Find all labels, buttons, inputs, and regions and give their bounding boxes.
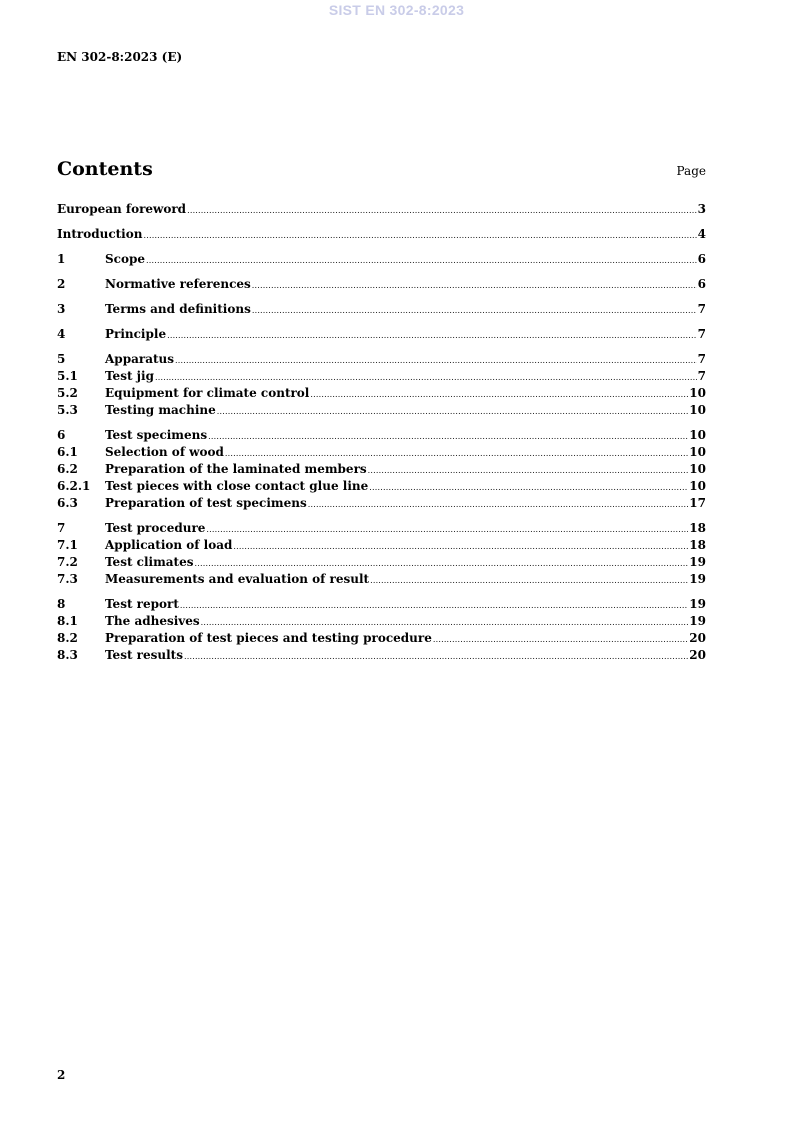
- document-id: EN 302-8:2023 (E): [57, 50, 183, 64]
- toc-entry-page: 19: [689, 614, 706, 628]
- toc-entry-number: 6.2: [57, 462, 78, 476]
- toc-entry-page: 19: [689, 572, 706, 586]
- toc-leader-dots: [369, 479, 688, 496]
- toc-entry-title: European foreword: [57, 202, 187, 216]
- toc-entry-6-2[interactable]: [57, 461, 706, 478]
- toc-entry-7-1[interactable]: [57, 537, 706, 554]
- toc-entry-title: Selection of wood: [105, 445, 224, 459]
- toc-entry-european-foreword[interactable]: [57, 201, 706, 218]
- toc-leader-dots: [167, 327, 697, 344]
- toc-entry-page: 7: [697, 302, 706, 316]
- toc-leader-dots: [184, 648, 688, 665]
- toc-entry-page: 3: [697, 202, 706, 216]
- toc-entry-title: Test climates: [105, 555, 194, 569]
- contents-heading: Contents: [57, 158, 153, 180]
- toc-entry-title: Measurements and evaluation of result: [105, 572, 370, 586]
- toc-entry-title: Application of load: [105, 538, 233, 552]
- toc-entry-number: 6: [57, 428, 66, 442]
- toc-entry-page: 10: [689, 428, 706, 442]
- toc-entry-title: Test specimens: [105, 428, 208, 442]
- page-number: 2: [57, 1068, 66, 1082]
- toc-entry-8-3[interactable]: [57, 647, 706, 664]
- toc-entry-title: Principle: [105, 327, 167, 341]
- toc-leader-dots: [233, 538, 688, 555]
- toc-entry-title: Test procedure: [105, 521, 206, 535]
- toc-entry-number: 5.1: [57, 369, 78, 383]
- toc-entry-number: 5: [57, 352, 66, 366]
- toc-entry-introduction[interactable]: [57, 226, 706, 243]
- toc-entry-page: 20: [689, 648, 706, 662]
- toc-entry-page: 7: [697, 352, 706, 366]
- toc-leader-dots: [217, 403, 689, 420]
- toc-entry-number: 5.3: [57, 403, 78, 417]
- toc-entry-number: 6.1: [57, 445, 78, 459]
- toc-entry-number: 3: [57, 302, 66, 316]
- toc-entry-3[interactable]: [57, 301, 706, 318]
- page-column-label: Page: [676, 164, 706, 178]
- toc-entry-4[interactable]: [57, 326, 706, 343]
- toc-leader-dots: [252, 302, 697, 319]
- toc-entry-page: 19: [689, 597, 706, 611]
- toc-entry-title: Preparation of test specimens: [105, 496, 307, 510]
- toc-leader-dots: [252, 277, 697, 294]
- toc-entry-page: 17: [689, 496, 706, 510]
- toc-entry-5-1[interactable]: [57, 368, 706, 385]
- toc-entry-number: 7.3: [57, 572, 78, 586]
- toc-entry-page: 7: [697, 369, 706, 383]
- toc-leader-dots: [308, 496, 689, 513]
- toc-leader-dots: [208, 428, 688, 445]
- toc-leader-dots: [195, 555, 689, 572]
- toc-entry-title: Preparation of the laminated members: [105, 462, 367, 476]
- toc-entry-number: 7.2: [57, 555, 78, 569]
- toc-entry-title: Normative references: [105, 277, 251, 291]
- toc-entry-1[interactable]: [57, 251, 706, 268]
- toc-entry-title: Test results: [105, 648, 183, 662]
- toc-leader-dots: [155, 369, 697, 386]
- toc-entry-8-1[interactable]: [57, 613, 706, 630]
- toc-entry-2[interactable]: [57, 276, 706, 293]
- toc-entry-title: Scope: [105, 252, 146, 266]
- toc-entry-title: Terms and definitions: [105, 302, 251, 316]
- toc-entry-number: 2: [57, 277, 66, 291]
- toc-entry-page: 6: [697, 277, 706, 291]
- toc-entry-number: 8.2: [57, 631, 78, 645]
- toc-leader-dots: [225, 445, 688, 462]
- toc-entry-title: Introduction: [57, 227, 143, 241]
- toc-entry-number: 4: [57, 327, 66, 341]
- table-of-contents: [57, 201, 706, 664]
- toc-entry-number: 1: [57, 252, 66, 266]
- toc-entry-page: 19: [689, 555, 706, 569]
- toc-leader-dots: [180, 597, 688, 614]
- watermark: SIST EN 302-8:2023: [328, 2, 465, 18]
- toc-entry-6-1[interactable]: [57, 444, 706, 461]
- toc-entry-title: Equipment for climate control: [105, 386, 310, 400]
- toc-leader-dots: [433, 631, 688, 648]
- toc-entry-title: Test jig: [105, 369, 154, 383]
- toc-entry-page: 7: [697, 327, 706, 341]
- toc-entry-number: 6.3: [57, 496, 78, 510]
- toc-leader-dots: [187, 202, 697, 219]
- toc-leader-dots: [201, 614, 689, 631]
- toc-entry-title: Test report: [105, 597, 179, 611]
- toc-entry-8[interactable]: [57, 596, 706, 613]
- toc-entry-page: 6: [697, 252, 706, 266]
- toc-leader-dots: [368, 462, 689, 479]
- toc-entry-page: 18: [689, 521, 706, 535]
- toc-entry-6-2-1[interactable]: [57, 478, 706, 495]
- toc-entry-7-3[interactable]: [57, 571, 706, 588]
- toc-entry-page: 10: [689, 462, 706, 476]
- toc-leader-dots: [143, 227, 696, 244]
- toc-leader-dots: [310, 386, 688, 403]
- toc-entry-6[interactable]: [57, 427, 706, 444]
- toc-entry-page: 10: [689, 403, 706, 417]
- toc-entry-number: 8: [57, 597, 66, 611]
- toc-entry-5-3[interactable]: [57, 402, 706, 419]
- toc-entry-page: 20: [689, 631, 706, 645]
- toc-leader-dots: [206, 521, 688, 538]
- toc-entry-5[interactable]: [57, 351, 706, 368]
- toc-entry-number: 8.1: [57, 614, 78, 628]
- toc-entry-title: Apparatus: [105, 352, 174, 366]
- toc-entry-page: 10: [689, 386, 706, 400]
- toc-entry-page: 4: [697, 227, 706, 241]
- toc-entry-7-2[interactable]: [57, 554, 706, 571]
- toc-entry-number: 7.1: [57, 538, 78, 552]
- toc-entry-title: The adhesives: [105, 614, 200, 628]
- toc-entry-title: Preparation of test pieces and testing procedure: [105, 631, 432, 645]
- toc-entry-number: 8.3: [57, 648, 78, 662]
- toc-entry-title: Test pieces with close contact glue line: [105, 479, 369, 493]
- toc-entry-8-2[interactable]: [57, 630, 706, 647]
- toc-entry-7[interactable]: [57, 520, 706, 537]
- toc-entry-page: 10: [689, 445, 706, 459]
- toc-entry-number: 6.2.1: [57, 479, 91, 493]
- toc-leader-dots: [146, 252, 697, 269]
- toc-entry-5-2[interactable]: [57, 385, 706, 402]
- toc-entry-title: Testing machine: [105, 403, 216, 417]
- toc-entry-number: 5.2: [57, 386, 78, 400]
- toc-entry-number: 7: [57, 521, 66, 535]
- toc-leader-dots: [175, 352, 697, 369]
- toc-entry-6-3[interactable]: [57, 495, 706, 512]
- toc-entry-page: 10: [689, 479, 706, 493]
- toc-entry-page: 18: [689, 538, 706, 552]
- toc-leader-dots: [370, 572, 688, 589]
